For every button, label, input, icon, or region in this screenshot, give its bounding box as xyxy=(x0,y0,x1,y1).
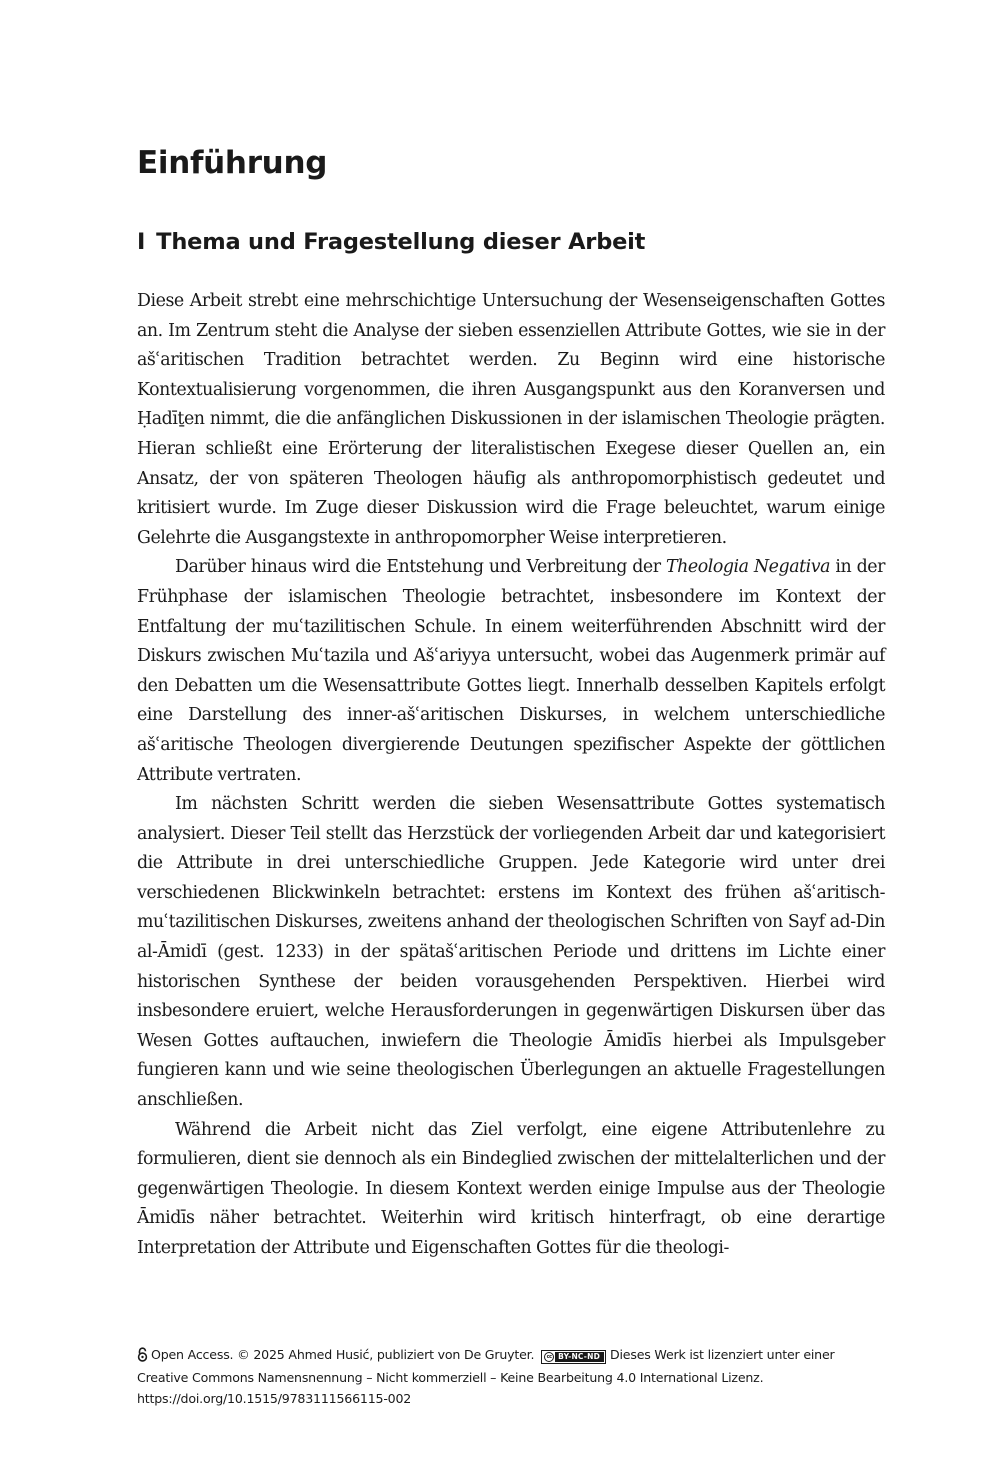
license-text-continued: Creative Commons Namensnennung – Nicht kommerziell – Keine Bearbeitung 4.0 International Lizenz. xyxy=(137,1370,764,1386)
paragraph-3: Im nächsten Schritt werden die sieben Wesensattribute Gottes systematisch analysiert. Dieser Teil stellt das Herzstück der vorliegenden Arbeit dar und kategorisiert die Attribute in drei unterschiedliche Gruppen. Jede Kategorie wird unter drei verschiedenen Blickwinkeln betrachtet: erstens im Kontext des frühen ašʿaritisch-muʿtazilitischen Diskurses, zweitens anhand der theologischen Schriften von Sayf ad-Din al-Āmidī (gest. 1233) in der spätašʿaritischen Periode und drittens im Lichte einer historischen Synthese der beiden vorausgehenden Perspektiven. Hierbei wird insbesondere eruiert, welche Herausforderungen in gegenwärtigen Diskursen über das Wesen Gottes auftauchen, inwiefern die Theologie Āmidīs hierbei als Impulsgeber fungieren kann und wie seine theologischen Überlegungen an aktuelle Fragestellungen anschließen. xyxy=(137,794,885,1111)
paragraph-2-before: Darüber hinaus wird die Entstehung und Verbreitung der xyxy=(175,557,666,578)
open-access-notice: Open Access. © 2025 Ahmed Husić, publiziert von De Gruyter. xyxy=(151,1347,535,1362)
cc-logo-icon: cc xyxy=(543,1352,555,1362)
paragraph-4: Während die Arbeit nicht das Ziel verfolgt, eine eigene Attributenlehre zu formulieren, dient sie dennoch als ein Bindeglied zwischen der mittelalterlichen und der gegenwärtigen Theologie. In diesem Kontext werden einige Impulse aus der Theologie Āmidīs näher betrachtet. Weiterhin wird kritisch hinterfragt, ob eine derartige Interpretation der Attribute und Eigenschaften Gottes für die theologi- xyxy=(137,1119,885,1258)
section-title: Thema und Fragestellung dieser Arbeit xyxy=(156,229,646,255)
paragraph-2-italic-term: Theologia Negativa xyxy=(665,557,831,578)
body-text xyxy=(137,287,885,1264)
paragraph-1: Diese Arbeit strebt eine mehrschichtige Untersuchung der Wesenseigenschaften Gottes an. Im Zentrum steht die Analyse der sieben essenziellen Attribute Gottes, wie sie in der ašʿaritischen Tradition betrachtet werden. Zu Beginn wird eine historische Kontextualisierung vorgenommen, die ihren Ausgangspunkt aus den Koranversen und Ḥadīṯen nimmt, die die anfänglichen Diskussionen in der islamischen Theologie prägten. Hieran schließt eine Erörterung der literalistischen Exegese dieser Quellen an, ein Ansatz, der von späteren Theologen häufig als anthropomorphistisch gedeutet und kritisiert wurde. Im Zuge dieser Diskussion wird die Frage beleuchtet, warum einige Gelehrte die Ausgangstexte in anthropomorpher Weise interpretieren. xyxy=(137,291,885,548)
cc-license-badge[interactable] xyxy=(541,1350,606,1364)
section-heading xyxy=(137,226,645,258)
chapter-title: Einführung xyxy=(137,145,328,181)
paragraph-2-after: in der Frühphase der islamischen Theologie betrachtet, insbesondere im Kontext der Entfaltung der muʿtazilitischen Schule. In einem weiterführenden Abschnitt wird der Diskurs zwischen Muʿtazila und Ašʿariyya untersucht, wobei das Augenmerk primär auf den Debatten um die Wesensattribute Gottes liegt. Innerhalb desselben Kapitels erfolgt eine Darstellung des inner-ašʿaritischen Diskurses, in welchem unterschiedliche ašʿaritische Theologen divergierende Deutungen spezifischer Aspekte der göttlichen Attribute vertraten. xyxy=(137,557,885,785)
license-text-start: Dieses Werk ist lizenziert unter einer xyxy=(610,1347,835,1362)
doi-link[interactable]: https://doi.org/10.1515/9783111566115-002 xyxy=(137,1390,412,1406)
section-number: I xyxy=(137,229,146,255)
cc-badge-label: BY-NC-ND xyxy=(558,1352,601,1361)
open-access-lock-icon xyxy=(137,1347,148,1368)
footer-line-1 xyxy=(137,1345,885,1368)
paragraph-2 xyxy=(137,553,885,790)
license-footer xyxy=(137,1345,885,1409)
